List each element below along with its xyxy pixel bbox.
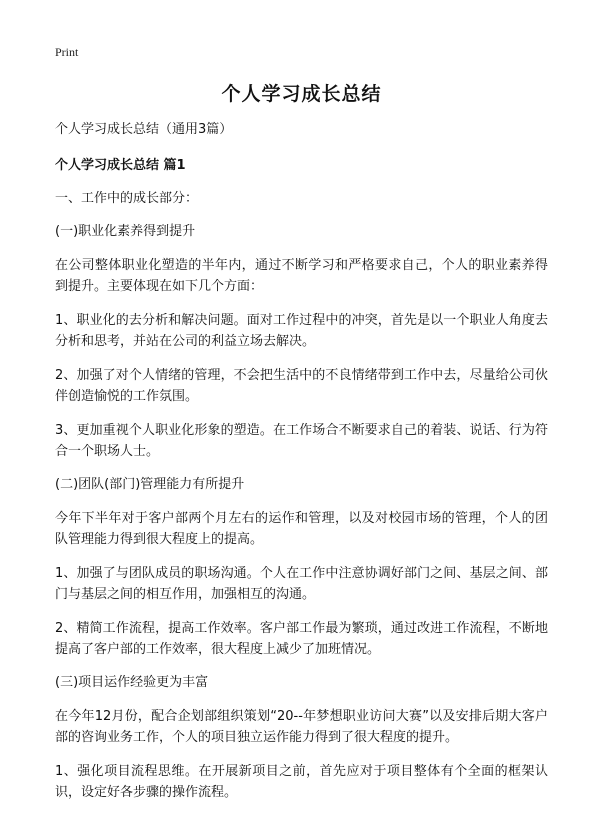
sub1-heading: (一)职业化素养得到提升 (55, 224, 196, 239)
document-subtitle: 个人学习成长总结（通用3篇） (55, 122, 233, 137)
sub2-heading: (二)团队(部门)管理能力有所提升 (55, 477, 245, 492)
sub1-item1-paragraph: 1、职业化的去分析和解决问题。面对工作过程中的冲突，首先是以一个职业人角度去分析和思考，并站在公司的利益立场去解决。 (55, 313, 548, 349)
sub3-intro-paragraph: 在今年12月份，配合企划部组织策划“20--年梦想职业访问大赛”以及安排后期大客户部的咨询业务工作，个人的项目独立运作能力得到了很大程度的提升。 (55, 709, 548, 745)
sub2-intro-paragraph: 今年下半年对于客户部两个月左右的运作和管理，以及对校园市场的管理，个人的团队管理能力得到很大程度上的提高。 (55, 511, 548, 547)
section-heading: 个人学习成长总结 篇1 (55, 158, 186, 173)
sub2-item1-paragraph: 1、加强了与团队成员的职场沟通。个人在工作中注意协调好部门之间、基层之间、部门与基层之间的相互作用，加强相互的沟通。 (55, 566, 548, 602)
sub3-heading: (三)项目运作经验更为丰富 (55, 675, 209, 690)
document-title: 个人学习成长总结 (221, 83, 382, 105)
sub3-item1-paragraph: 1、强化项目流程思维。在开展新项目之前，首先应对于项目整体有个全面的框架认识，设定好各步骤的操作流程。 (55, 764, 548, 800)
sub2-item2-paragraph: 2、精简工作流程，提高工作效率。客户部工作最为繁琐，通过改进工作流程，不断地提高了客户部的工作效率，很大程度上减少了加班情况。 (55, 621, 548, 657)
sub1-item2-paragraph: 2、加强了对个人情绪的管理，不会把生活中的不良情绪带到工作中去，尽量给公司伙伴创造愉悦的工作氛围。 (55, 368, 548, 404)
part1-heading: 一、工作中的成长部分： (55, 191, 199, 206)
print-label: Print (55, 45, 79, 59)
sub1-item3-paragraph: 3、更加重视个人职业化形象的塑造。在工作场合不断要求自己的着装、说话、行为符合一个职场人士。 (55, 423, 548, 459)
sub1-intro-paragraph: 在公司整体职业化塑造的半年内，通过不断学习和严格要求自己，个人的职业素养得到提升。主要体现在如下几个方面： (55, 258, 548, 294)
